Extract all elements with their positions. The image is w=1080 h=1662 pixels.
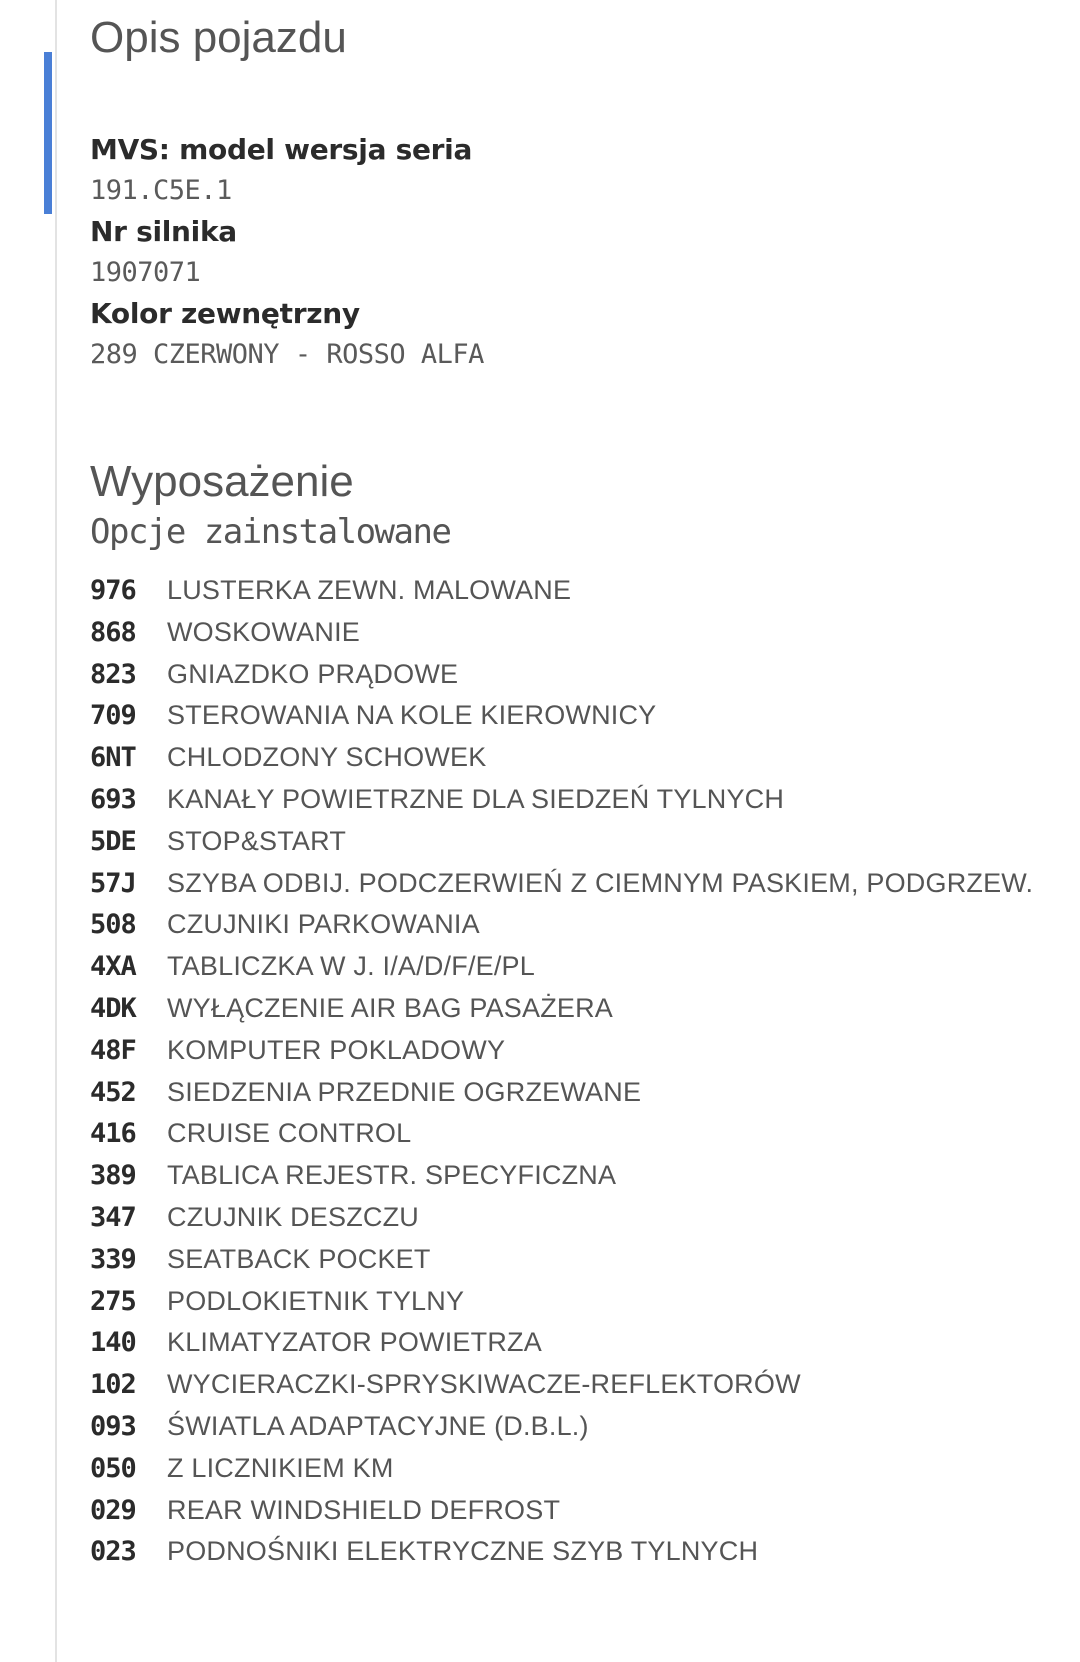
option-row xyxy=(90,1364,1033,1406)
option-code: 508 xyxy=(90,909,136,941)
option-code: 48F xyxy=(90,1034,136,1066)
option-code: 4DK xyxy=(90,992,136,1024)
option-description: STOP&START xyxy=(167,825,347,856)
option-code: 4XA xyxy=(90,951,136,983)
option-description: SEATBACK POCKET xyxy=(167,1243,431,1274)
option-row xyxy=(90,654,1033,696)
option-description: SIEDZENIA PRZEDNIE OGRZEWANE xyxy=(167,1076,642,1107)
option-code: 389 xyxy=(90,1160,136,1192)
option-row xyxy=(90,695,1033,737)
option-description: CHLODZONY SCHOWEK xyxy=(167,742,487,773)
vehicle-fields xyxy=(90,130,484,376)
equipment-section-title: Wyposażenie xyxy=(90,457,354,506)
left-divider xyxy=(55,0,57,1662)
option-description: CRUISE CONTROL xyxy=(167,1118,412,1149)
option-row xyxy=(90,988,1033,1030)
option-row xyxy=(90,1030,1033,1072)
option-code: 050 xyxy=(90,1452,136,1484)
option-code: 6NT xyxy=(90,742,136,774)
option-code: 093 xyxy=(90,1410,136,1442)
option-row xyxy=(90,779,1033,821)
option-description: WYŁĄCZENIE AIR BAG PASAŻERA xyxy=(167,992,614,1023)
option-code: 339 xyxy=(90,1243,136,1275)
option-description: STEROWANIA NA KOLE KIEROWNICY xyxy=(167,700,657,731)
option-row xyxy=(90,1239,1033,1281)
field-value-engine-number: 1907071 xyxy=(90,257,201,288)
option-row xyxy=(90,821,1033,863)
option-row xyxy=(90,1322,1033,1364)
field-value-mvs: 191.C5E.1 xyxy=(90,175,232,206)
option-description: KANAŁY POWIETRZNE DLA SIEDZEŃ TYLNYCH xyxy=(167,783,785,814)
option-code: 023 xyxy=(90,1536,136,1568)
option-code: 140 xyxy=(90,1327,136,1359)
section-accent-bar xyxy=(44,52,52,214)
option-description: SZYBA ODBIJ. PODCZERWIEŃ Z CIEMNYM PASKIEM, PODGRZEW. xyxy=(167,867,1034,898)
option-code: 823 xyxy=(90,658,136,690)
option-code: 416 xyxy=(90,1118,136,1150)
option-code: 693 xyxy=(90,783,136,815)
option-row xyxy=(90,1406,1033,1448)
option-row xyxy=(90,612,1033,654)
option-code: 709 xyxy=(90,700,136,732)
option-row xyxy=(90,1531,1033,1573)
option-row xyxy=(90,1448,1033,1490)
field-label-mvs: MVS: model wersja seria xyxy=(90,133,473,166)
option-code: 102 xyxy=(90,1369,136,1401)
option-row xyxy=(90,904,1033,946)
option-description: TABLICZKA W J. I/A/D/F/E/PL xyxy=(167,951,535,982)
option-description: GNIAZDKO PRĄDOWE xyxy=(167,658,459,689)
vehicle-section-title: Opis pojazdu xyxy=(90,13,347,62)
option-code: 868 xyxy=(90,616,136,648)
option-description: WYCIERACZKI-SPRYSKIWACZE-REFLEKTORÓW xyxy=(167,1369,801,1400)
option-code: 5DE xyxy=(90,825,136,857)
field-label-exterior-color: Kolor zewnętrzny xyxy=(90,297,360,330)
option-row xyxy=(90,1072,1033,1114)
option-code: 452 xyxy=(90,1076,136,1108)
option-description: CZUJNIK DESZCZU xyxy=(167,1201,419,1232)
option-description: KOMPUTER POKLADOWY xyxy=(167,1034,506,1065)
option-code: 029 xyxy=(90,1494,136,1526)
option-description: KLIMATYZATOR POWIETRZA xyxy=(167,1327,542,1358)
option-description: CZUJNIKI PARKOWANIA xyxy=(167,909,480,940)
option-code: 275 xyxy=(90,1285,136,1317)
option-code: 57J xyxy=(90,867,136,899)
option-description: REAR WINDSHIELD DEFROST xyxy=(167,1494,561,1525)
option-row xyxy=(90,1197,1033,1239)
option-row xyxy=(90,946,1033,988)
option-row xyxy=(90,863,1033,905)
option-row xyxy=(90,570,1033,612)
installed-options-subtitle: Opcje zainstalowane xyxy=(90,512,451,552)
field-label-engine-number: Nr silnika xyxy=(90,215,237,248)
option-row xyxy=(90,737,1033,779)
option-description: PODNOŚNIKI ELEKTRYCZNE SZYB TYLNYCH xyxy=(167,1536,759,1567)
option-description: ŚWIATLA ADAPTACYJNE (D.B.L.) xyxy=(167,1410,589,1441)
option-row xyxy=(90,1155,1033,1197)
option-row xyxy=(90,1490,1033,1532)
installed-options-list xyxy=(90,570,1033,1573)
option-description: PODLOKIETNIK TYLNY xyxy=(167,1285,465,1316)
option-description: TABLICA REJESTR. SPECYFICZNA xyxy=(167,1160,617,1191)
option-description: WOSKOWANIE xyxy=(167,616,361,647)
option-row xyxy=(90,1281,1033,1323)
option-row xyxy=(90,1113,1033,1155)
option-code: 976 xyxy=(90,575,136,606)
option-description: Z LICZNIKIEM KM xyxy=(167,1452,394,1483)
field-value-exterior-color: 289 CZERWONY - ROSSO ALFA xyxy=(90,339,484,370)
option-code: 347 xyxy=(90,1201,136,1233)
option-description: LUSTERKA ZEWN. MALOWANE xyxy=(167,575,572,605)
